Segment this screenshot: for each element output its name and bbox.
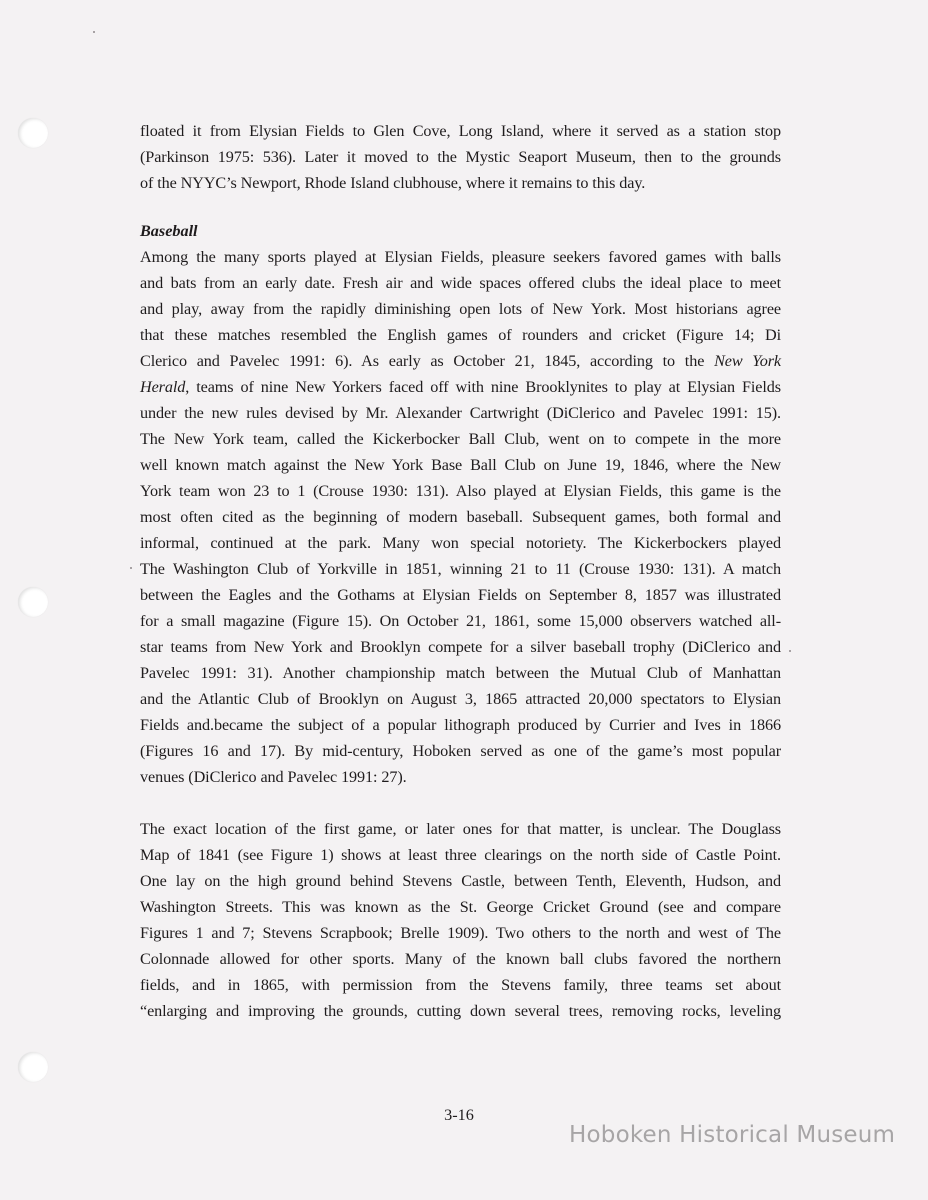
text-line: Colonnade allowed for other sports. Many of the known ball clubs favored the northern (140, 950, 781, 968)
paragraph-baseball (140, 244, 781, 790)
text-line-with-italic (140, 374, 781, 400)
punch-hole-bottom (18, 1052, 48, 1082)
text-line: of the NYYC’s Newport, Rhode Island clubhouse, where it remains to this day. (140, 174, 646, 192)
museum-watermark: Hoboken Historical Museum (569, 1122, 896, 1148)
text-line: (Parkinson 1975: 536). Later it moved to the Mystic Seaport Museum, then to the grounds (140, 148, 781, 166)
text-line: York team won 23 to 1 (Crouse 1930: 131). Also played at Elysian Fields, this game is the (140, 482, 781, 500)
text-line: for a small magazine (Figure 15). On October 21, 1861, some 15,000 observers watched all- (140, 612, 781, 630)
text-line: The Washington Club of Yorkville in 1851, winning 21 to 11 (Crouse 1930: 131). A match (140, 560, 781, 578)
text-line: between the Eagles and the Gothams at Elysian Fields on September 8, 1857 was illustrated (140, 586, 781, 604)
newspaper-title: New York (714, 352, 781, 370)
text-line: well known match against the New York Base Ball Club on June 19, 1846, where the New (140, 456, 781, 474)
paragraph-continued (140, 118, 781, 196)
page-number: 3-16 (444, 1106, 474, 1124)
text-line: venues (DiClerico and Pavelec 1991: 27). (140, 768, 407, 786)
paragraph-location (140, 816, 781, 1024)
punch-hole-top (18, 118, 48, 148)
text-line: Among the many sports played at Elysian Fields, pleasure seekers favored games with balls (140, 248, 781, 266)
section-heading: Baseball (140, 222, 198, 240)
text-line: informal, continued at the park. Many won special notoriety. The Kickerbockers played (140, 534, 781, 552)
text-line: Figures 1 and 7; Stevens Scrapbook; Brelle 1909). Two others to the north and west of The (140, 924, 781, 942)
text-line: floated it from Elysian Fields to Glen Cove, Long Island, where it served as a station stop (140, 122, 781, 140)
text-line: that these matches resembled the English games of rounders and cricket (Figure 14; Di (140, 326, 781, 344)
text-line: (Figures 16 and 17). By mid-century, Hoboken served as one of the game’s most popular (140, 742, 781, 760)
paper-speck (130, 567, 132, 569)
text-line: fields, and in 1865, with permission from the Stevens family, three teams set about (140, 976, 781, 994)
text-line: under the new rules devised by Mr. Alexander Cartwright (DiClerico and Pavelec 1991: 15). (140, 404, 781, 422)
paper-speck (789, 650, 791, 652)
text-line: and bats from an early date. Fresh air and wide spaces offered clubs the ideal place to meet (140, 274, 781, 292)
text-line-with-italic (140, 348, 781, 374)
text-line: Fields and.became the subject of a popular lithograph produced by Currier and Ives in 1866 (140, 716, 781, 734)
text-line: Washington Streets. This was known as the St. George Cricket Ground (see and compare (140, 898, 781, 916)
paper-speck (93, 31, 95, 33)
newspaper-title: Herald (140, 378, 186, 396)
text-line: most often cited as the beginning of modern baseball. Subsequent games, both formal and (140, 508, 781, 526)
punch-hole-middle (18, 587, 48, 617)
text-line: “enlarging and improving the grounds, cutting down several trees, removing rocks, leveling (140, 1002, 781, 1020)
text-line: and play, away from the rapidly diminishing open lots of New York. Most historians agree (140, 300, 781, 318)
text-line: and the Atlantic Club of Brooklyn on August 3, 1865 attracted 20,000 spectators to Elysian (140, 690, 781, 708)
text-segment: Clerico and Pavelec 1991: 6). As early as October 21, 1845, according to the (140, 352, 705, 370)
text-line: Map of 1841 (see Figure 1) shows at least three clearings on the north side of Castle Point. (140, 846, 781, 864)
text-line: One lay on the high ground behind Stevens Castle, between Tenth, Eleventh, Hudson, and (140, 872, 781, 890)
text-line: Pavelec 1991: 31). Another championship match between the Mutual Club of Manhattan (140, 664, 781, 682)
text-line: star teams from New York and Brooklyn compete for a silver baseball trophy (DiClerico and (140, 638, 781, 656)
text-line: The New York team, called the Kickerbocker Ball Club, went on to compete in the more (140, 430, 781, 448)
text-segment: , teams of nine New Yorkers faced off with nine Brooklynites to play at Elysian Fields (185, 378, 781, 396)
text-line: The exact location of the first game, or later ones for that matter, is unclear. The Douglass (140, 820, 781, 838)
